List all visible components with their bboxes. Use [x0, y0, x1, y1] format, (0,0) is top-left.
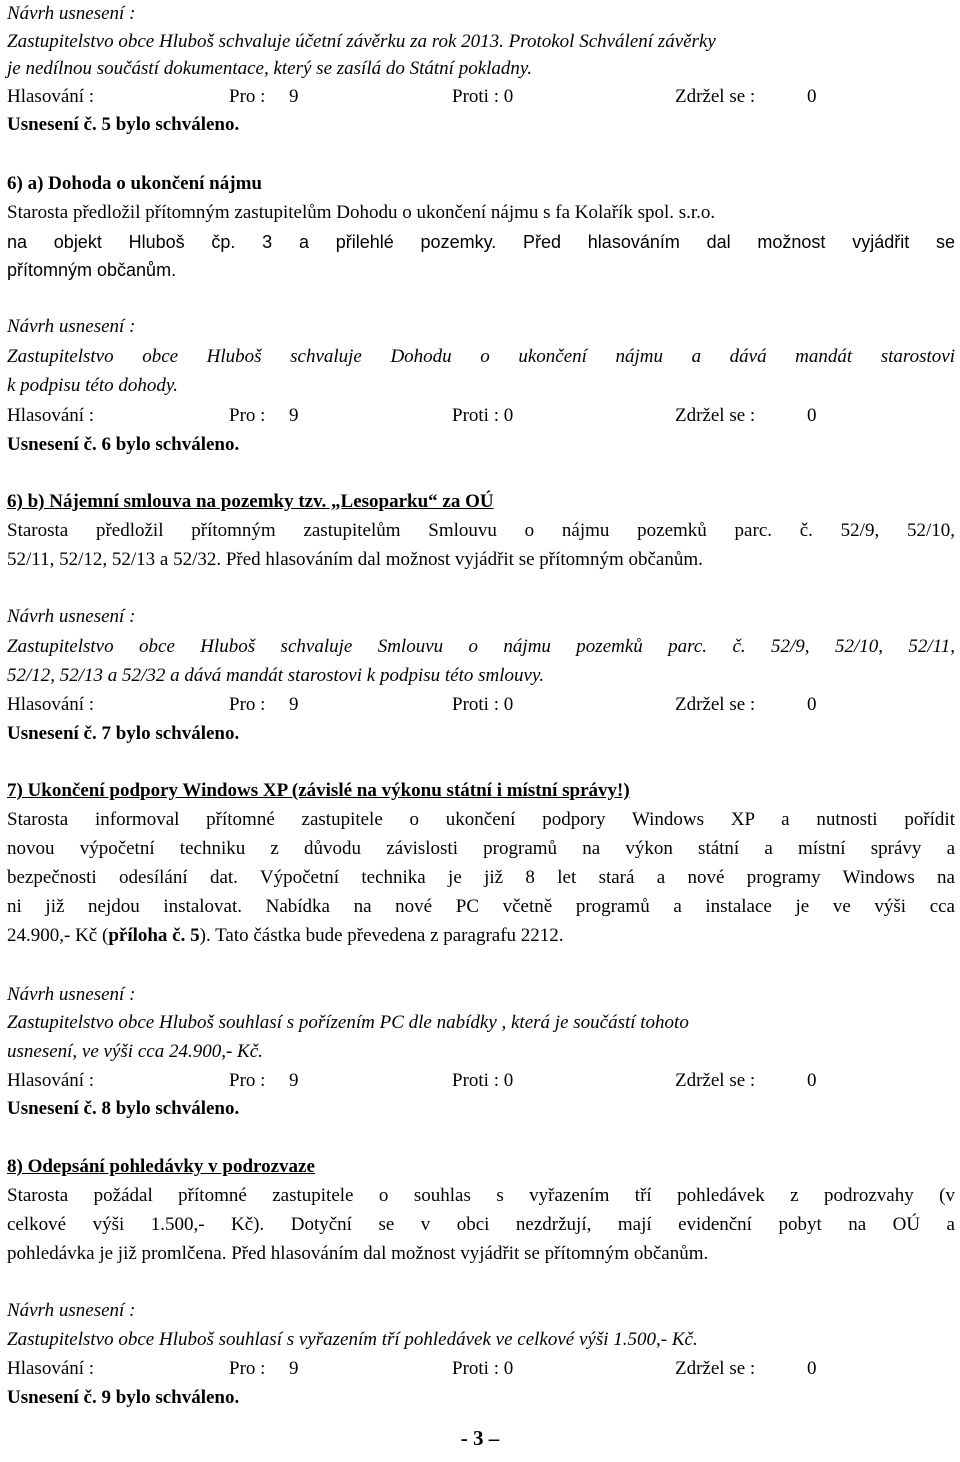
paragraph-line: Starosta předložil přítomným zastupitelům Smlouvu o nájmu pozemků parc. č. 52/9, 52/10,: [7, 520, 955, 541]
vote-label: Hlasování :: [7, 1070, 95, 1091]
paragraph-line: pohledávka je již promlčena. Před hlasováním dal možnost vyjádřit se přítomným občanům.: [7, 1243, 709, 1264]
resolution-proposal-label: Návrh usnesení :: [7, 1300, 136, 1321]
section-heading: 6) b) Nájemní smlouva na pozemky tzv. „Lesoparku“ za OÚ: [7, 491, 494, 512]
paragraph-line: 24.900,- Kč (příloha č. 5). Tato částka bude převedena z paragrafu 2212.: [7, 925, 564, 946]
resolution-proposal-label: Návrh usnesení :: [7, 606, 136, 627]
vote-for-label: Pro :: [229, 694, 266, 715]
paragraph-line: celkové výši 1.500,- Kč). Dotyční se v obci nezdržují, mají evidenční pobyt na OÚ a: [7, 1214, 955, 1235]
vote-for-label: Pro :: [229, 1358, 266, 1379]
vote-label: Hlasování :: [7, 694, 95, 715]
vote-row: [7, 1355, 957, 1383]
section-heading: 8) Odepsání pohledávky v podrozvaze: [7, 1156, 315, 1177]
resolution-text-line: je nedílnou součástí dokumentace, který se zasílá do Státní pokladny.: [7, 58, 533, 79]
paragraph-line: 52/11, 52/12, 52/13 a 52/32. Před hlasováním dal možnost vyjádřit se přítomným občanům.: [7, 549, 703, 570]
resolution-text-line: Zastupitelstvo obce Hluboš schvaluje účetní závěrku za rok 2013. Protokol Schválení závěrky: [7, 31, 716, 52]
vote-against: Proti : 0: [452, 86, 514, 107]
vote-against: Proti : 0: [452, 1070, 514, 1091]
resolution-proposal-label: Návrh usnesení :: [7, 984, 136, 1005]
vote-abstain-label: Zdržel se :: [675, 86, 756, 107]
resolution-text-line: Zastupitelstvo obce Hluboš schvaluje Dohodu o ukončení nájmu a dává mandát starostovi: [7, 346, 955, 367]
vote-for-label: Pro :: [229, 86, 266, 107]
resolution-result: Usnesení č. 5 bylo schváleno.: [7, 114, 240, 135]
vote-row: [7, 691, 957, 719]
vote-row: [7, 402, 957, 430]
vote-against: Proti : 0: [452, 1358, 514, 1379]
vote-abstain-count: 0: [807, 405, 817, 426]
resolution-result: Usnesení č. 9 bylo schváleno.: [7, 1387, 240, 1408]
vote-for-count: 9: [289, 1070, 299, 1091]
vote-abstain-count: 0: [807, 694, 817, 715]
vote-abstain-count: 0: [807, 86, 817, 107]
vote-row: [7, 83, 957, 111]
vote-label: Hlasování :: [7, 1358, 95, 1379]
vote-abstain-count: 0: [807, 1070, 817, 1091]
paragraph-line: Starosta informoval přítomné zastupitele o ukončení podpory Windows XP a nutnosti pořídit: [7, 809, 955, 830]
page-number: - 3 –: [460, 1426, 500, 1450]
vote-abstain-label: Zdržel se :: [675, 694, 756, 715]
resolution-text-line: k podpisu této dohody.: [7, 375, 178, 396]
resolution-text-line: Zastupitelstvo obce Hluboš schvaluje Smlouvu o nájmu pozemků parc. č. 52/9, 52/10, 52/11,: [7, 636, 955, 657]
vote-abstain-count: 0: [807, 1358, 817, 1379]
paragraph-line: Starosta předložil přítomným zastupitelům Dohodu o ukončení nájmu s fa Kolařík spol. s.r.o.: [7, 202, 716, 223]
attachment-reference: příloha č. 5: [108, 925, 200, 946]
paragraph-line: bezpečnosti odesílání dat. Výpočetní technika je již 8 let stará a nové programy Windows na: [7, 867, 955, 888]
vote-for-count: 9: [289, 405, 299, 426]
paragraph-line: Starosta požádal přítomné zastupitele o souhlas s vyřazením tří pohledávek z podrozvahy (v: [7, 1185, 955, 1206]
vote-abstain-label: Zdržel se :: [675, 1358, 756, 1379]
resolution-proposal-label: Návrh usnesení :: [7, 3, 136, 24]
vote-for-label: Pro :: [229, 1070, 266, 1091]
vote-against: Proti : 0: [452, 694, 514, 715]
vote-for-count: 9: [289, 86, 299, 107]
resolution-result: Usnesení č. 8 bylo schváleno.: [7, 1098, 240, 1119]
section-heading: 6) a) Dohoda o ukončení nájmu: [7, 173, 262, 194]
vote-label: Hlasování :: [7, 405, 95, 426]
resolution-text-line: 52/12, 52/13 a 52/32 a dává mandát starostovi k podpisu této smlouvy.: [7, 665, 545, 686]
resolution-text-line: usnesení, ve výši cca 24.900,- Kč.: [7, 1041, 263, 1062]
vote-for-count: 9: [289, 1358, 299, 1379]
vote-row: [7, 1067, 957, 1095]
paragraph-line: novou výpočetní techniku z důvodu závislosti programů na výkon státní a místní správy a: [7, 838, 955, 859]
paragraph-line: na objekt Hluboš čp. 3 a přilehlé pozemky. Před hlasováním dal možnost vyjádřit se: [7, 232, 955, 252]
resolution-text-line: Zastupitelstvo obce Hluboš souhlasí s pořízením PC dle nabídky , která je součástí tohoto: [7, 1012, 689, 1033]
vote-for-label: Pro :: [229, 405, 266, 426]
vote-abstain-label: Zdržel se :: [675, 405, 756, 426]
resolution-text-line: Zastupitelstvo obce Hluboš souhlasí s vyřazením tří pohledávek ve celkové výši 1.500,- Kč.: [7, 1329, 698, 1350]
vote-against: Proti : 0: [452, 405, 514, 426]
resolution-proposal-label: Návrh usnesení :: [7, 316, 136, 337]
resolution-result: Usnesení č. 7 bylo schváleno.: [7, 723, 240, 744]
resolution-result: Usnesení č. 6 bylo schváleno.: [7, 434, 240, 455]
paragraph-line: přítomným občanům.: [7, 260, 177, 280]
vote-label: Hlasování :: [7, 86, 95, 107]
vote-for-count: 9: [289, 694, 299, 715]
vote-abstain-label: Zdržel se :: [675, 1070, 756, 1091]
section-heading: 7) Ukončení podpory Windows XP (závislé na výkonu státní i místní správy!): [7, 780, 630, 801]
paragraph-line: ni již nejdou instalovat. Nabídka na nové PC včetně programů a instalace je ve výši cca: [7, 896, 955, 917]
